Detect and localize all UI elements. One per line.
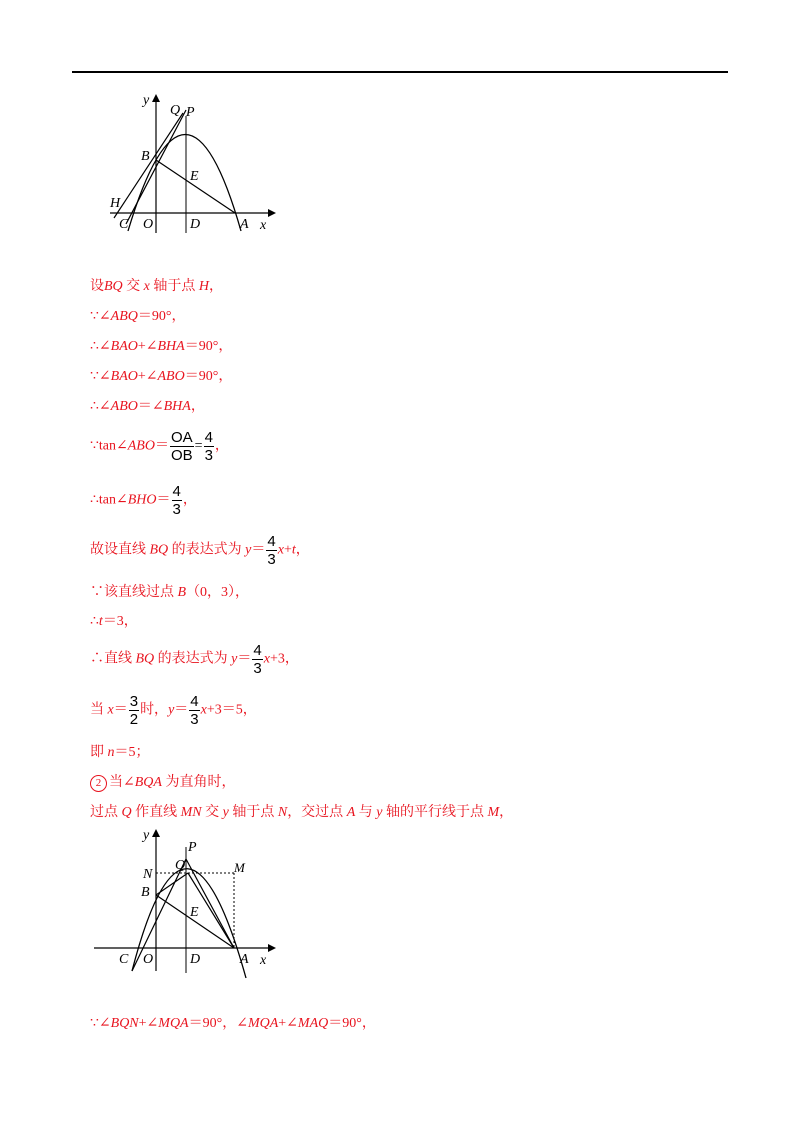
label-A: A bbox=[240, 217, 249, 232]
line-15: 过点 Q 作直线 MN 交 y 轴于点 N，交过点 A 与 y 轴的平行线于点 M， bbox=[90, 805, 514, 820]
x-axis-arrow-icon bbox=[268, 944, 276, 952]
label-B: B bbox=[141, 885, 150, 900]
figure-2-graph bbox=[90, 823, 290, 983]
y-axis-arrow-icon bbox=[152, 94, 160, 102]
label-B: B bbox=[141, 149, 150, 164]
header-rule bbox=[72, 71, 728, 73]
line-12: 当 x＝ $\frac{3}{2}$ 时，y＝ $\frac{4}{3}$ x+3＝5， bbox=[90, 693, 257, 728]
label-y: y bbox=[143, 828, 150, 843]
label-O: O bbox=[143, 952, 154, 967]
fraction-4-3: $\frac{4}{3}$ bbox=[172, 483, 181, 518]
circled-number: 2 bbox=[90, 775, 107, 792]
label-y: y bbox=[143, 93, 150, 108]
line-1: 设BQ 交 x 轴于点 H， bbox=[90, 279, 224, 294]
segment-BA bbox=[156, 895, 234, 948]
segment-BA bbox=[156, 160, 235, 213]
line-9: ∵该直线过点 B（0，3）， bbox=[90, 585, 250, 600]
label-E: E bbox=[190, 905, 199, 920]
x-axis-arrow-icon bbox=[268, 209, 276, 217]
label-N: N bbox=[143, 867, 153, 882]
fraction-3-2: $\frac{3}{2}$ bbox=[129, 693, 139, 728]
label-C: C bbox=[119, 217, 129, 232]
line-8: 故设直线 BQ 的表达式为 y＝ $\frac{4}{3}$ x+t， bbox=[90, 533, 310, 568]
label-Q: Q bbox=[175, 858, 186, 873]
y-axis-arrow-icon bbox=[152, 829, 160, 837]
label-O: O bbox=[143, 217, 154, 232]
line-5: ∴∠ABO＝∠BHA， bbox=[90, 399, 205, 414]
label-M: M bbox=[234, 860, 245, 875]
line-BQ bbox=[114, 113, 183, 218]
label-A: A bbox=[240, 952, 249, 967]
label-Q: Q bbox=[170, 103, 181, 118]
fraction-4-3: $\frac{4}{3}$ bbox=[204, 429, 213, 464]
line-6: ∵tan∠ABO＝ $\frac{OA}{OB}$ = $\frac{4}{3}$ ， bbox=[90, 429, 229, 464]
fraction-4-3: $\frac{4}{3}$ bbox=[253, 642, 262, 677]
label-D: D bbox=[190, 217, 201, 232]
label-H: H bbox=[110, 196, 121, 211]
label-C: C bbox=[119, 952, 129, 967]
line-2: ∵∠ABQ＝90°， bbox=[90, 309, 186, 324]
label-x: x bbox=[260, 953, 267, 968]
label-P: P bbox=[188, 840, 197, 855]
line-14: 2 当∠BQA 为直角时， bbox=[90, 775, 235, 792]
line-13: 即 n＝5； bbox=[90, 745, 150, 760]
fraction-OA-OB: $\frac{OA}{OB}$ bbox=[170, 429, 193, 464]
label-E: E bbox=[190, 169, 199, 184]
figure-1-graph bbox=[90, 88, 290, 238]
fraction-4-3: $\frac{4}{3}$ bbox=[267, 533, 276, 568]
line-CP bbox=[132, 859, 186, 971]
fraction-4-3: $\frac{4}{3}$ bbox=[190, 693, 199, 728]
line-11: ∴直线 BQ 的表达式为 y＝ $\frac{4}{3}$ x+3， bbox=[90, 642, 299, 677]
line-4: ∵∠BAO+∠ABO＝90°， bbox=[90, 369, 233, 384]
line-16: ∵∠BQN+∠MQA＝90°，∠MQA+∠MAQ＝90°， bbox=[90, 1016, 376, 1031]
segment-PA bbox=[186, 859, 234, 948]
line-10: ∴t＝3， bbox=[90, 614, 138, 629]
label-P: P bbox=[186, 105, 195, 120]
label-x: x bbox=[260, 218, 267, 233]
label-D: D bbox=[190, 952, 201, 967]
line-7: ∴tan∠BHO＝ $\frac{4}{3}$ ， bbox=[90, 483, 197, 518]
line-3: ∴∠BAO+∠BHA＝90°， bbox=[90, 339, 233, 354]
